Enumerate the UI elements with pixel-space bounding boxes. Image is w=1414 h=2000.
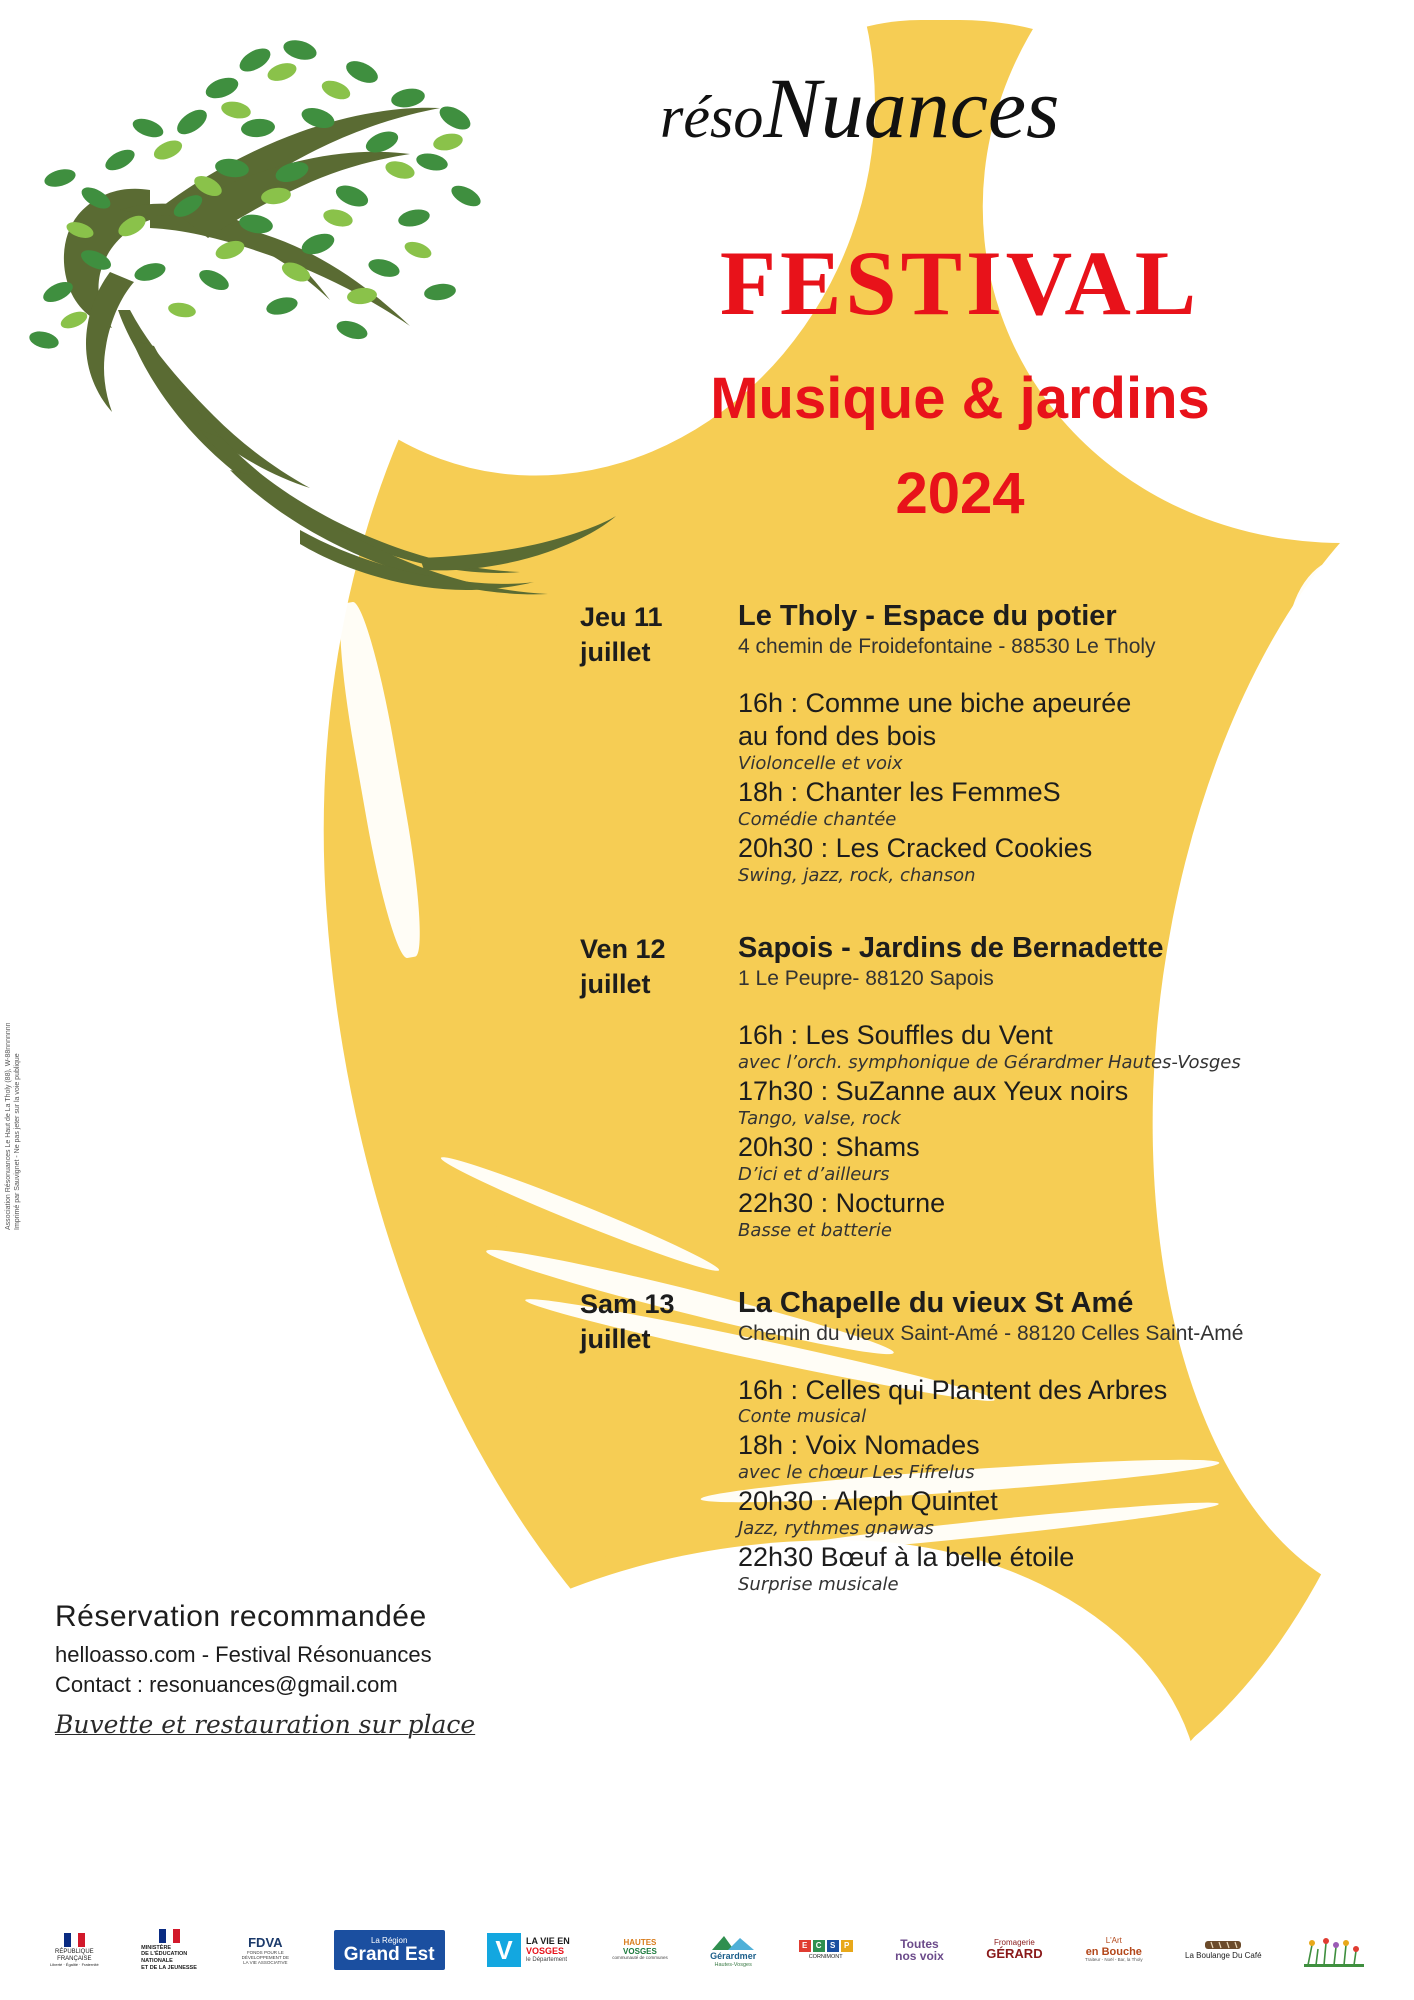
act-item <box>738 832 1378 886</box>
act-title: 20h30 : Aleph Quintet <box>738 1486 998 1517</box>
act-description: Jazz, rythmes gnawas <box>738 1518 934 1540</box>
partner-line1: RÉPUBLIQUE <box>55 1948 94 1955</box>
act-description: D’ici et d’ailleurs <box>738 1163 890 1185</box>
festival-logo <box>660 58 1260 156</box>
act-description: Violoncelle et voix <box>738 752 903 774</box>
partner-line1: FDVA <box>248 1935 283 1950</box>
program-day <box>0 932 1414 1241</box>
ecsp-letters-icon: E C S P <box>799 1940 853 1952</box>
partner-logo-art-en-bouche <box>1085 1937 1143 1963</box>
partner-line2: GÉRARD <box>986 1946 1043 1962</box>
act-title: 20h30 : Les Cracked Cookies <box>738 832 1093 863</box>
program-list <box>0 600 1414 1641</box>
french-flag-icon <box>50 1933 99 1947</box>
act-title: 22h30 Bœuf à la belle étoile <box>738 1542 1075 1573</box>
day-date-line1: Sam 13 <box>580 1288 675 1319</box>
partner-line4: ET DE LA JEUNESSE <box>141 1964 197 1971</box>
partner-line3: Traiteur - Noël - Bar, la Tholy <box>1085 1956 1143 1962</box>
act-description: Surprise musicale <box>738 1574 899 1596</box>
act-item <box>738 1485 1378 1539</box>
partner-line2: Grand Est <box>343 1944 435 1965</box>
act-title: 16h : Comme une biche apeurée <box>738 688 1132 718</box>
partner-logo-fromagerie-gerard <box>986 1938 1042 1962</box>
act-item <box>738 1374 1378 1428</box>
reservation-title: Réservation recommandée <box>55 1600 427 1633</box>
partner-line1: La Boulange Du Café <box>1185 1951 1262 1961</box>
act-title: 22h30 : Nocturne <box>738 1187 946 1218</box>
act-title: 20h30 : Shams <box>738 1131 920 1162</box>
day-details <box>738 600 1378 886</box>
partner-line1: Fromagerie <box>993 1937 1035 1947</box>
act-item <box>738 1131 1378 1185</box>
legal-credit-line2: Imprimé par Sauvignet - Ne pas jeter sur la voie publique <box>14 1053 22 1230</box>
partner-line3: Liberté · Égalité · Fraternité <box>50 1961 99 1967</box>
page-title: FESTIVAL <box>719 232 1201 334</box>
day-date <box>580 600 720 670</box>
day-date-line1: Jeu 11 <box>580 602 663 632</box>
french-flag-icon <box>141 1929 197 1943</box>
day-date-line2: juillet <box>580 637 651 668</box>
day-date-line1: Ven 12 <box>580 933 666 964</box>
partner-line2: nos voix <box>895 1949 944 1963</box>
act-description: Tango, valse, rock <box>738 1107 901 1129</box>
partner-line1: Toutes <box>900 1937 939 1951</box>
logo-text-nuances: Nuances <box>763 60 1060 156</box>
tree-illustration <box>0 10 640 670</box>
venue-name: Le Tholy - Espace du potier <box>738 600 1117 632</box>
venue-address: 4 chemin de Froidefontaine - 88530 Le Tholy <box>738 635 1156 658</box>
act-description: avec l’orch. symphonique de Gérardmer Hautes-Vosges <box>738 1051 1241 1073</box>
festival-year: 2024 <box>895 461 1025 526</box>
partner-logo-hautes-vosges <box>612 1939 668 1962</box>
flowers-icon <box>1304 1933 1364 1967</box>
partner-logo-ministere-education-nationale <box>141 1929 197 1971</box>
day-details <box>738 1287 1378 1596</box>
partner-line1: MINISTÈRE <box>141 1944 172 1951</box>
venue-name: Sapois - Jardins de Bernadette <box>738 931 1164 964</box>
partner-line2: Hautes-Vosges <box>714 1961 752 1968</box>
day-date <box>580 1287 720 1357</box>
partner-logo-fdva <box>239 1935 291 1965</box>
act-item <box>738 687 1378 774</box>
act-title: 16h : Les Souffles du Vent <box>738 1019 1053 1050</box>
partner-line1: Gérardmer <box>710 1951 757 1962</box>
partner-logo-strip <box>0 1900 1414 2000</box>
page-subtitle: Musique & jardins <box>710 366 1210 431</box>
act-item <box>738 1187 1378 1241</box>
venue-name: La Chapelle du vieux St Amé <box>738 1286 1134 1319</box>
partner-logo-toutes-nos-voix <box>895 1938 944 1962</box>
partner-line1: HAUTES <box>623 1937 657 1947</box>
bread-icon <box>1203 1939 1243 1951</box>
act-description: Swing, jazz, rock, chanson <box>738 864 976 886</box>
partner-line1: La Région <box>370 1936 408 1945</box>
day-date-line2: juillet <box>580 968 651 999</box>
act-title: 16h : Celles qui Plantent des Arbres <box>738 1374 1168 1405</box>
act-description: avec le chœur Les Fifrelus <box>738 1462 975 1484</box>
partner-line2: VOSGES <box>623 1946 657 1956</box>
act-title: 18h : Voix Nomades <box>738 1430 980 1461</box>
act-title: 18h : Chanter les FemmeS <box>738 776 1061 807</box>
reservation-contact-email[interactable]: Contact : resonuances@gmail.com <box>55 1672 398 1697</box>
refreshments-note: Buvette et restauration sur place <box>55 1710 476 1739</box>
act-item <box>738 1541 1378 1595</box>
partner-line2: CORNIMONT <box>808 1954 843 1960</box>
partner-logo-republique-francaise <box>50 1933 99 1967</box>
act-description: Basse et batterie <box>738 1219 892 1241</box>
act-title: 17h30 : SuZanne aux Yeux noirs <box>738 1075 1129 1106</box>
program-day <box>0 1287 1414 1596</box>
act-item <box>738 1075 1378 1129</box>
vosges-v-icon: V <box>487 1933 521 1967</box>
mountain-icon <box>710 1932 756 1952</box>
partner-logo-ecsp-cornimont <box>799 1940 853 1960</box>
partner-line2: en Bouche <box>1085 1945 1142 1958</box>
partner-logo-region-grand-est <box>334 1930 445 1970</box>
venue-address: 1 Le Peupre- 88120 Sapois <box>738 966 994 990</box>
venue-address: Chemin du vieux Saint-Amé - 88120 Celles Saint-Amé <box>738 1321 1244 1345</box>
program-day <box>0 600 1414 886</box>
day-details <box>738 932 1378 1241</box>
partner-line2: LA VIE EN <box>526 1935 570 1946</box>
act-item <box>738 1019 1378 1073</box>
logo-text-reso: réso <box>660 84 764 150</box>
day-date <box>580 932 720 1002</box>
day-date-line2: juillet <box>580 1323 651 1354</box>
act-item <box>738 1429 1378 1483</box>
partner-line4: le Département <box>526 1956 568 1963</box>
act-description: Comédie chantée <box>738 808 897 830</box>
partner-line2: FRANÇAISE <box>57 1955 92 1962</box>
partner-logo-gerardmer-hautes-vosges <box>710 1932 756 1968</box>
partner-line3: communauté de communes <box>612 1955 668 1961</box>
act-item <box>738 776 1378 830</box>
partner-line3: NATIONALE <box>141 1958 173 1964</box>
legal-credit-line1: Association Résonuances Le Haut de La Tholy (88), W-88nnnnnnn <box>5 1022 12 1230</box>
partner-line1: L'Art <box>1105 1936 1122 1946</box>
partner-logo-jardins-fleuris <box>1304 1933 1364 1967</box>
partner-line3: VOSGES <box>526 1945 565 1956</box>
partner-logo-la-boulange-du-cafe <box>1185 1939 1262 1960</box>
partner-line2: FONDS POUR LE DÉVELOPPEMENT DE LA VIE ASSOCIATIVE <box>241 1950 290 1965</box>
partner-logo-la-vie-en-vosges <box>487 1933 570 1967</box>
reservation-website[interactable]: helloasso.com - Festival Résonuances <box>55 1642 432 1667</box>
reservation-block <box>55 1600 575 1764</box>
partner-line2: DE L'ÉDUCATION <box>141 1951 188 1958</box>
act-title-continued: au fond des bois <box>738 720 937 751</box>
legal-credit <box>4 810 23 1230</box>
act-description: Conte musical <box>738 1406 867 1428</box>
